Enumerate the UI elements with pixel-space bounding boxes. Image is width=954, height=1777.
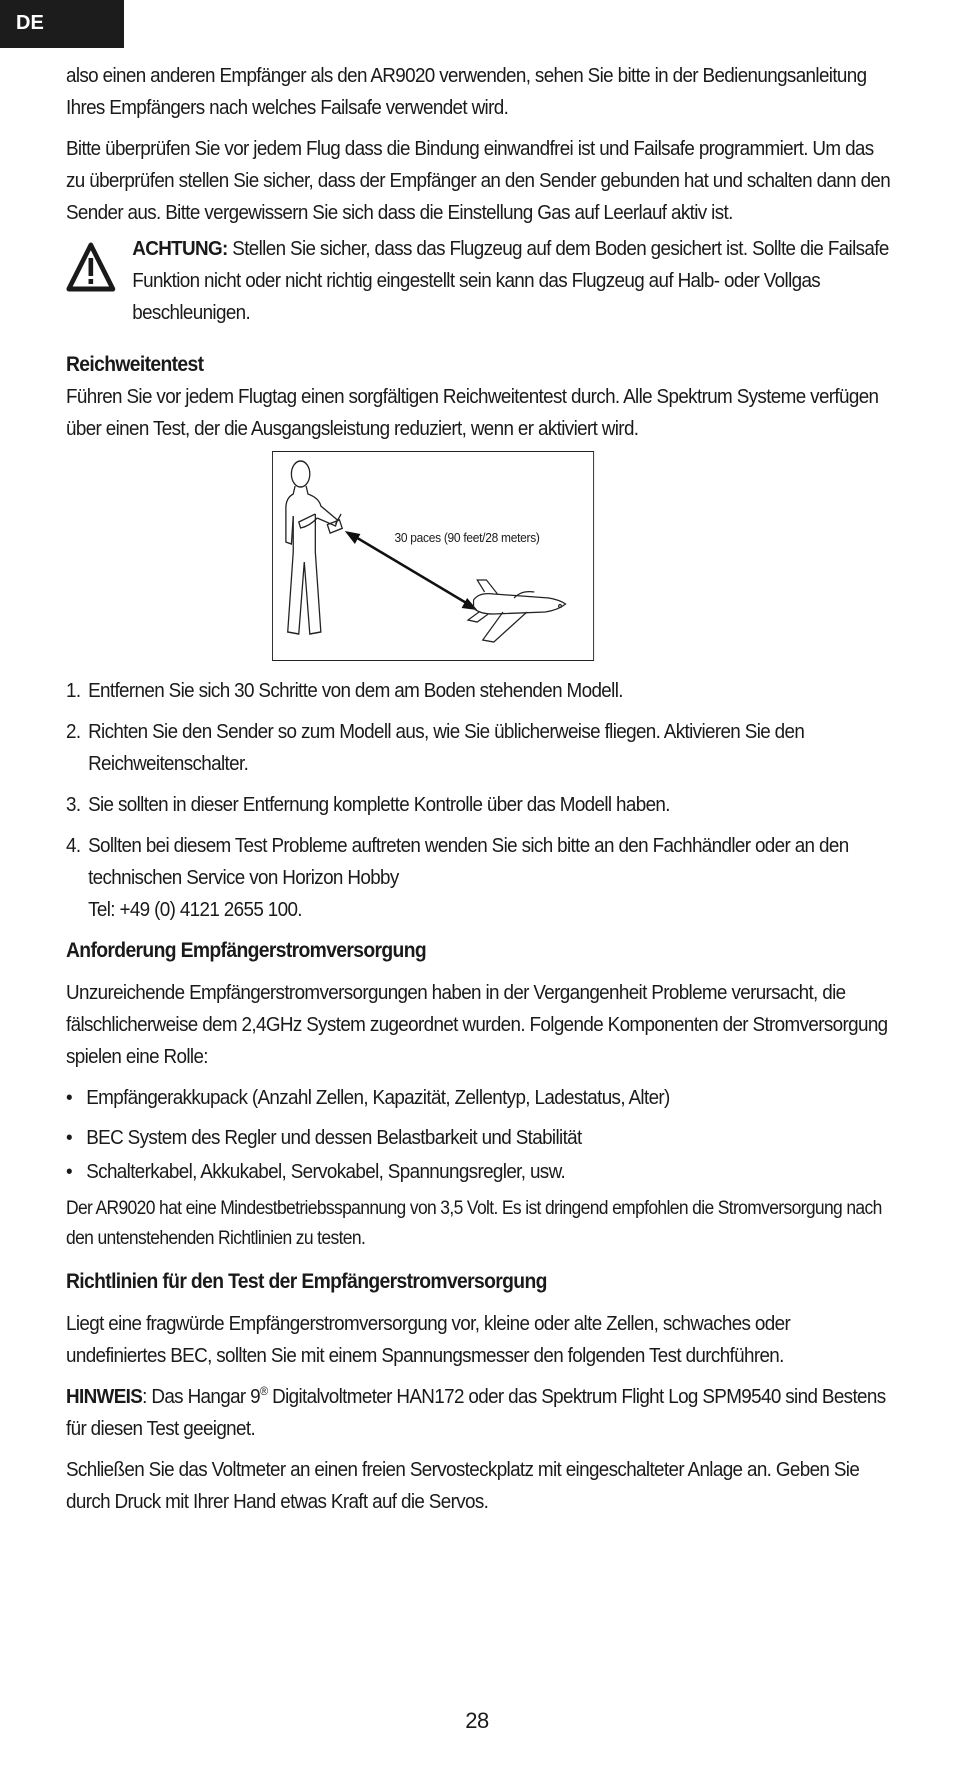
list-item: • BEC System des Regler und dessen Belastbarkeit und Stabilität	[66, 1126, 582, 1149]
guidelines-heading: Richtlinien für den Test der Empfängerstromversorgung	[66, 1270, 547, 1293]
range-test-illustration	[273, 452, 595, 662]
page-number: 28	[465, 1708, 489, 1733]
person-illustration	[286, 461, 342, 634]
service-phone: Tel: +49 (0) 4121 2655 100.	[88, 898, 302, 921]
power-components-list	[66, 1082, 894, 1188]
range-test-steps	[66, 675, 894, 926]
airplane-illustration	[468, 580, 566, 642]
distance-label: 30 paces (90 feet/28 meters)	[394, 530, 540, 545]
list-item: 2. Richten Sie den Sender so zum Modell aus, wie Sie üblicherweise fliegen. Aktivieren Sie den Reichweitenschalter.	[66, 720, 805, 775]
list-item: 3. Sie sollten in dieser Entfernung komplette Kontrolle über das Modell haben.	[66, 793, 670, 816]
list-item: 4. Sollten bei diesem Test Probleme auftreten wenden Sie sich bitte an den Fachhändler oder an den technischen Service von Horizon Hobby Tel: +49 (0) 4121 2655 100.	[66, 834, 849, 921]
warning-box	[66, 233, 894, 329]
language-tab: DE	[0, 0, 124, 48]
list-item: • Empfängerakkupack (Anzahl Zellen, Kapazität, Zellentyp, Ladestatus, Alter)	[66, 1086, 670, 1109]
range-test-figure	[272, 451, 594, 661]
warning-body: Stellen Sie sicher, dass das Flugzeug auf dem Boden gesichert ist. Sollte die Failsafe Funktion nicht oder nicht richtig eingestellt sein kann das Flugzeug auf Halb- oder Vollgas beschleunigen.	[132, 237, 889, 324]
range-test-text: Führen Sie vor jedem Flugtag einen sorgfältigen Reichweitentest durch. Alle Spektrum Systeme verfügen über einen Test, der die Ausgangsleistung reduziert, wenn er aktiviert wird.	[66, 385, 879, 440]
power-heading: Anforderung Empfängerstromversorgung	[66, 939, 427, 962]
list-item: • Schalterkabel, Akkukabel, Servokabel, Spannungsregler, usw.	[66, 1160, 566, 1183]
final-paragraph: Schließen Sie das Voltmeter an einen freien Servosteckplatz mit eingeschalteter Anlage an. Geben Sie durch Druck mit Ihrer Hand etwas Kraft auf die Servos.	[66, 1458, 860, 1513]
distance-arrow	[354, 536, 468, 604]
range-test-figure-wrap	[66, 451, 894, 663]
hint-paragraph: HINWEIS: Das Hangar 9® Digitalvoltmeter HAN172 oder das Spektrum Flight Log SPM9540 sind Bestens für diesen Test geeignet.	[66, 1384, 886, 1440]
range-test-heading: Reichweitentest	[66, 353, 204, 376]
guidelines-text: Liegt eine fragwürde Empfängerstromversorgung vor, kleine oder alte Zellen, schwaches oder undefiniertes BEC, sollten Sie mit einem Spannungsmesser den folgenden Test durchführen.	[66, 1312, 791, 1367]
warning-text	[132, 233, 894, 329]
warning-label: ACHTUNG:	[132, 237, 228, 260]
binding-paragraph: Bitte überprüfen Sie vor jedem Flug dass die Bindung einwandfrei ist und Failsafe programmiert. Um das zu überprüfen stellen Sie sicher, dass der Empfänger an den Sender gebunden hat und schalten dann den Sender aus. Bitte vergewissern Sie sich dass die Einstellung Gas auf Leerlauf aktiv ist.	[66, 137, 891, 224]
warning-triangle-icon	[66, 241, 116, 295]
hint-label: HINWEIS	[66, 1385, 143, 1408]
page-content	[66, 60, 894, 1527]
list-item: 1. Entfernen Sie sich 30 Schritte von dem am Boden stehenden Modell.	[66, 679, 623, 702]
intro-paragraph: also einen anderen Empfänger als den AR9020 verwenden, sehen Sie bitte in der Bedienungsanleitung Ihres Empfängers nach welches Failsafe verwendet wird.	[66, 64, 867, 119]
voltage-note: Der AR9020 hat eine Mindestbetriebsspannung von 3,5 Volt. Es ist dringend empfohlen die Stromversorgung nach den untenstehenden Richtlinien zu testen.	[66, 1198, 882, 1249]
power-text: Unzureichende Empfängerstromversorgungen haben in der Vergangenheit Probleme verursacht, die fälschlicherweise dem 2,4GHz System zugeordnet wurden. Folgende Komponenten der Stromversorgung spielen eine Rolle:	[66, 981, 888, 1068]
